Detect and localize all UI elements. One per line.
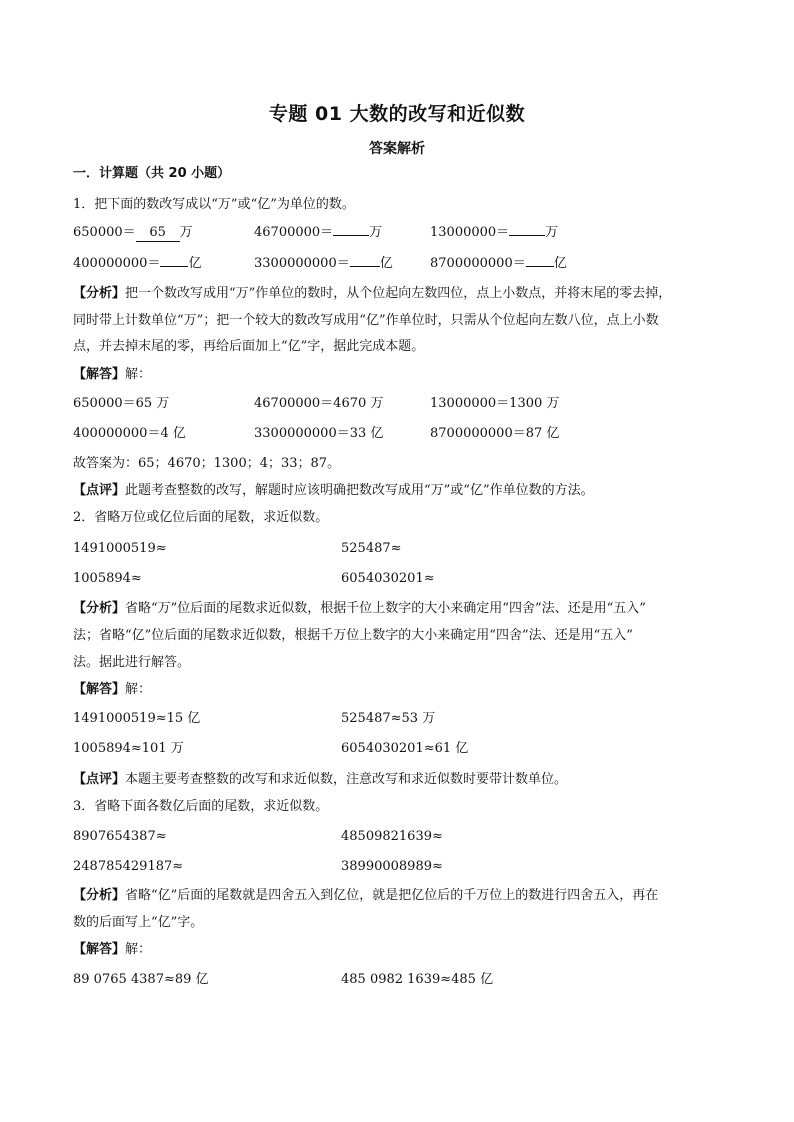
q2-analysis-line-3: 法。据此进行解答。 [73,655,191,670]
q1-item-6 [430,254,567,274]
q1-item-blank [350,266,380,267]
q2-item-1: 1491000519≈ [73,541,167,556]
q1-comment-text: 此题考查整数的改写，解题时应该明确把数改写成用“万”或“亿”作单位数的方法。 [125,483,594,498]
q1-answer-2: 46700000＝4670 万 [254,396,384,411]
q3-item-2: 48509821639≈ [341,829,443,844]
page-subtitle: 答案解析 [369,141,425,157]
q1-analysis-line-1 [73,284,671,304]
q3-answer-label: 【解答】 [73,942,126,957]
q1-answer-label: 【解答】 [73,367,126,382]
q2-item-4: 6054030201≈ [341,571,435,586]
q1-item-blank [160,266,188,267]
q2-answer-1: 1491000519≈15 亿 [73,711,201,726]
q3-item-3: 248785429187≈ [73,859,184,874]
q1-item-blank [333,235,369,236]
q1-answer-3: 13000000＝1300 万 [430,396,560,411]
q3-analysis-line-2: 数的后面写上“亿”字。 [73,915,204,930]
q1-item-unit: 万 [545,225,559,240]
q1-analysis-label: 【分析】 [73,286,126,301]
q2-item-2: 525487≈ [341,541,402,556]
q3-answer-1: 89 0765 4387≈89 亿 [73,972,209,987]
q3-stem: 3．省略下面各数亿后面的尾数，求近似数。 [73,799,329,814]
q1-analysis-line-3: 点，并去掉末尾的零，再给后面加上“亿”字，据此完成本题。 [73,339,425,354]
q1-comment-label: 【点评】 [73,483,126,498]
q1-item-3 [430,223,558,243]
q1-item-blank [509,235,545,236]
q3-analysis-line-1 [73,886,658,906]
q2-answer-3: 1005894≈101 万 [73,741,184,756]
q1-answer-1: 650000＝65 万 [73,396,170,411]
q2-comment-text: 本题主要考查整数的改写和求近似数，注意改写和求近似数时要带计数单位。 [125,772,568,787]
q1-item-2 [254,223,382,243]
q1-comment [73,481,594,501]
q3-answer-2: 485 0982 1639≈485 亿 [341,972,494,987]
q1-answer-5: 3300000000＝33 亿 [254,426,384,441]
q2-stem: 2．省略万位或亿位后面的尾数，求近似数。 [73,510,329,525]
q1-item-lhs: 8700000000＝ [430,256,526,271]
q2-comment [73,770,567,790]
q1-item-unit: 亿 [379,256,393,271]
q2-analysis-text: 省略“万”位后面的尾数求近似数，根据千位上数字的大小来确定用“四舍”法、还是用“五入” [125,601,646,616]
q2-analysis-line-2: 法；省略“亿”位后面的尾数求近似数，根据千万位上数字的大小来确定用“四舍”法、还是用“五入” [73,628,633,643]
q3-analysis-label: 【分析】 [73,888,126,903]
q1-item-5 [254,254,393,274]
q1-item-unit: 万 [179,225,193,240]
q1-item-lhs: 46700000＝ [254,225,334,240]
q1-final-answer: 故答案为：65；4670；1300；4；33；87。 [73,456,341,471]
q2-answer-heading [73,680,151,700]
q1-item-lhs: 400000000＝ [73,256,161,271]
q1-item-unit: 万 [369,225,383,240]
q2-item-3: 1005894≈ [73,571,142,586]
q2-answer-2: 525487≈53 万 [341,711,436,726]
q1-item-lhs: 3300000000＝ [254,256,350,271]
q1-stem: 1．把下面的数改写成以“万”或“亿”为单位的数。 [73,197,355,212]
q1-analysis-line-2: 同时带上计数单位“万”；把一个较大的数改写成用“亿”作单位时，只需从个位起向左数八位，点上小数 [73,313,659,328]
q2-answer-intro: 解： [125,682,152,697]
q2-analysis-line-1 [73,599,646,619]
q1-item-blank [526,266,554,267]
q1-item-lhs: 650000＝ [73,225,136,240]
q2-analysis-label: 【分析】 [73,601,126,616]
q3-answer-intro: 解： [125,942,152,957]
q2-comment-label: 【点评】 [73,772,126,787]
q1-answer-6: 8700000000＝87 亿 [430,426,560,441]
section-heading: 一．计算题（共 20 小题） [73,166,231,181]
q1-analysis-text: 把一个数改写成用“万”作单位的数时，从个位起向左数四位，点上小数点，并将末尾的零去掉， [125,286,672,301]
q3-item-4: 38990008989≈ [341,859,443,874]
q1-answer-intro: 解： [125,367,152,382]
q1-answer-4: 400000000＝4 亿 [73,426,186,441]
q1-item-unit: 亿 [188,256,202,271]
q3-analysis-text: 省略“亿”后面的尾数就是四舍五入到亿位，就是把亿位后的千万位上的数进行四舍五入，再在 [125,888,659,903]
q2-answer-4: 6054030201≈61 亿 [341,741,469,756]
q3-answer-heading [73,940,151,960]
q2-answer-label: 【解答】 [73,682,126,697]
q1-item-4 [73,254,201,274]
q1-item-unit: 亿 [553,256,567,271]
page-title: 专题 01 大数的改写和近似数 [268,103,526,125]
q1-item-blank: 65 [136,225,180,242]
q1-item-lhs: 13000000＝ [430,225,510,240]
q1-item-1 [73,223,193,243]
q3-item-1: 8907654387≈ [73,829,167,844]
q1-answer-heading [73,365,151,385]
